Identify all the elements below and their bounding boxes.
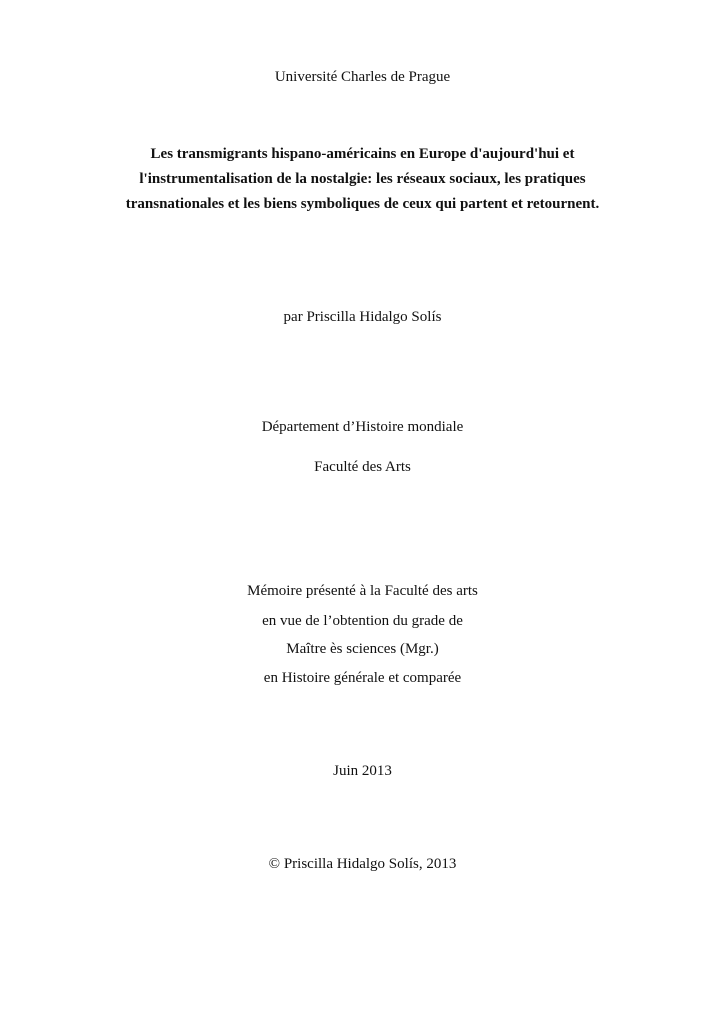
thesis-title-line-2: l'instrumentalisation de la nostalgie: les réseaux sociaux, les pratiques xyxy=(139,171,586,187)
submission-date: Juin 2013 xyxy=(333,763,392,779)
university-name: Université Charles de Prague xyxy=(274,69,451,85)
submission-line-3: Maître ès sciences (Mgr.) xyxy=(286,641,439,657)
author-line: par Priscilla Hidalgo Solís xyxy=(283,309,442,325)
department-name: Département d’Histoire mondiale xyxy=(261,419,464,435)
submission-line-2: en vue de l’obtention du grade de xyxy=(262,613,463,629)
submission-line-1: Mémoire présenté à la Faculté des arts xyxy=(247,583,478,599)
copyright-notice: © Priscilla Hidalgo Solís, 2013 xyxy=(268,856,457,872)
faculty-name: Faculté des Arts xyxy=(314,459,411,475)
thesis-title-line-1: Les transmigrants hispano-américains en Europe d'aujourd'hui et xyxy=(150,146,575,162)
submission-line-4: en Histoire générale et comparée xyxy=(263,670,462,686)
thesis-title-line-3: transnationales et les biens symboliques de ceux qui partent et retournent. xyxy=(125,196,600,212)
